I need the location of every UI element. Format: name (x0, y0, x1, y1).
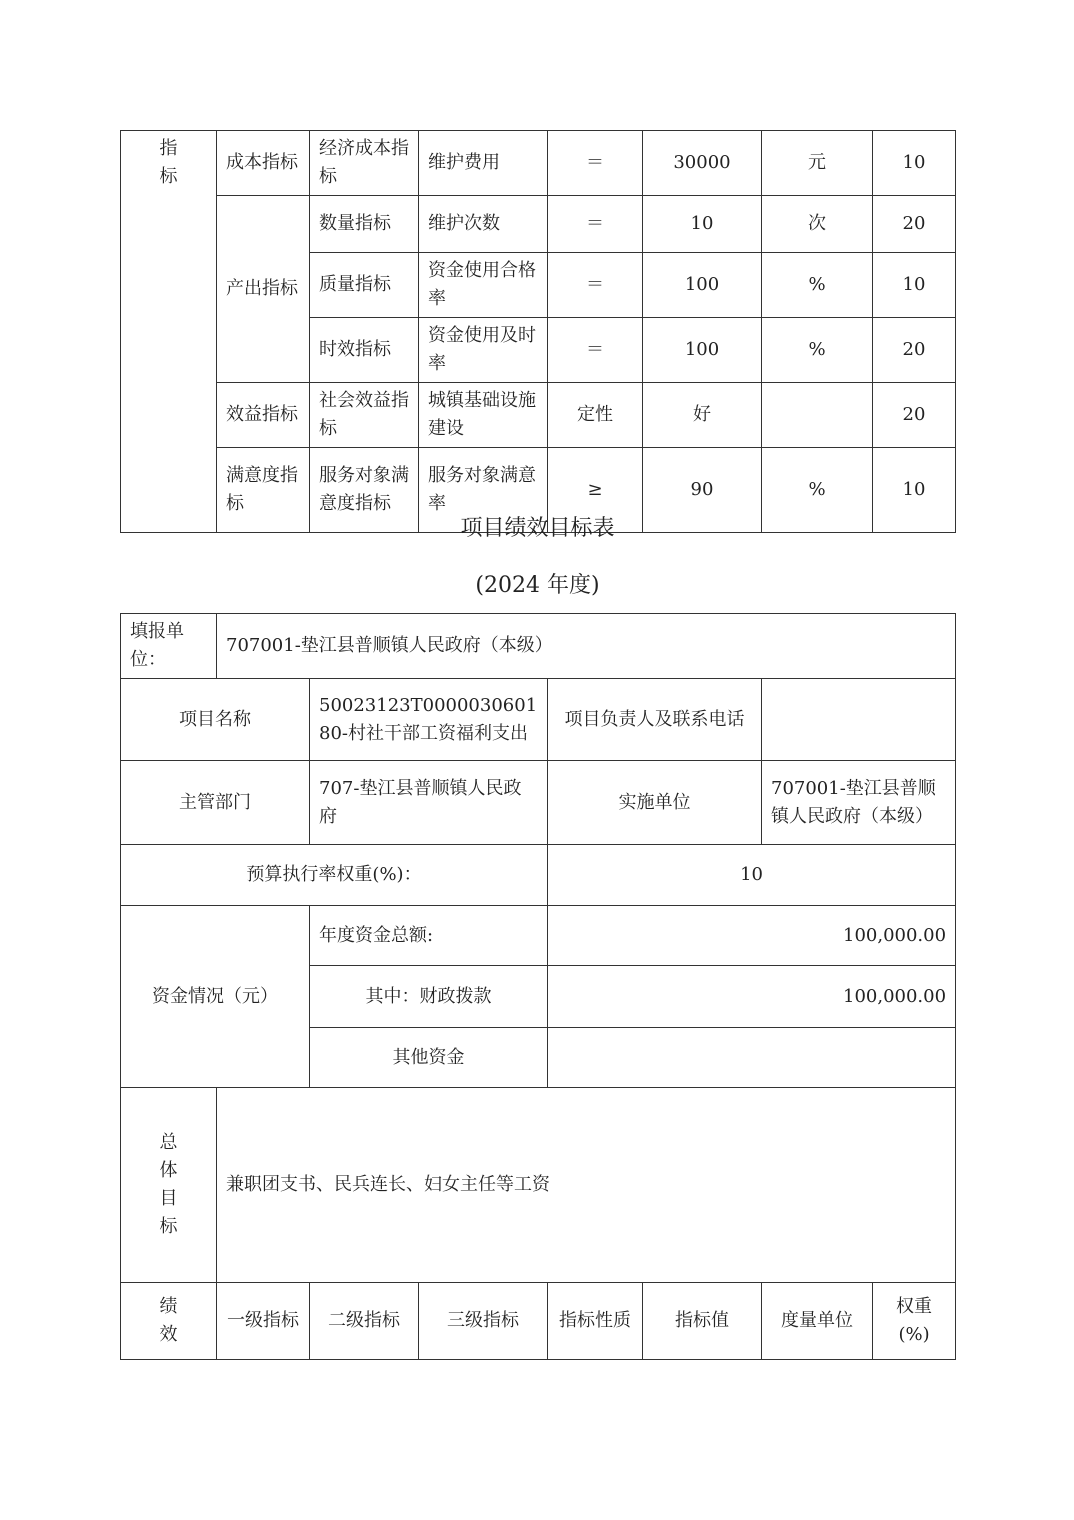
indicator-unit: % (762, 448, 873, 533)
benefit-indicator-group: 效益指标 (217, 383, 310, 448)
indicator-label-cell: 指 标 (121, 131, 217, 533)
performance-label: 绩 效 (121, 1283, 217, 1360)
reporting-unit-label: 填报单位： (121, 614, 217, 679)
indicator-nature: ＝ (548, 253, 643, 318)
indicator-value: 30000 (643, 131, 762, 196)
indicator-weight: 20 (873, 196, 956, 253)
project-name-label: 项目名称 (121, 679, 310, 761)
l3-indicator: 服务对象满意率 (419, 448, 548, 533)
l3-indicator: 城镇基础设施建设 (419, 383, 548, 448)
output-indicator-group: 产出指标 (217, 196, 310, 383)
indicator-nature: ＝ (548, 196, 643, 253)
header-l2-indicator: 二级指标 (310, 1283, 419, 1360)
indicator-unit: % (762, 253, 873, 318)
indicator-nature: ＝ (548, 318, 643, 383)
header-l3-indicator: 三级指标 (419, 1283, 548, 1360)
supervising-dept-value: 707-垫江县普顺镇人民政府 (310, 761, 548, 845)
indicator-unit (762, 383, 873, 448)
page-subtitle: (2024 年度) (475, 573, 600, 598)
l2-indicator: 经济成本指标 (310, 131, 419, 196)
l3-indicator: 资金使用合格率 (419, 253, 548, 318)
reporting-unit-value: 707001-垫江县普顺镇人民政府（本级） (217, 614, 956, 679)
project-contact-label: 项目负责人及联系电话 (548, 679, 762, 761)
budget-weight-label: 预算执行率权重(%)： (121, 845, 548, 906)
l3-indicator: 资金使用及时率 (419, 318, 548, 383)
l2-indicator: 数量指标 (310, 196, 419, 253)
l3-indicator: 维护次数 (419, 196, 548, 253)
other-funds-value (548, 1028, 956, 1088)
cost-indicator-group: 成本指标 (217, 131, 310, 196)
project-name-value: 50023123T000003060180-村社干部工资福利支出 (310, 679, 548, 761)
satisfaction-indicator-group: 满意度指标 (217, 448, 310, 533)
indicator-value: 100 (643, 318, 762, 383)
indicator-weight: 10 (873, 448, 956, 533)
page-title: 项目绩效目标表 (460, 516, 615, 541)
l2-indicator: 质量指标 (310, 253, 419, 318)
indicator-weight: 20 (873, 383, 956, 448)
overall-goal-label: 总 体 目 标 (121, 1088, 217, 1283)
budget-weight-value: 10 (548, 845, 956, 906)
header-indicator-nature: 指标性质 (548, 1283, 643, 1360)
indicator-weight: 20 (873, 318, 956, 383)
header-l1-indicator: 一级指标 (217, 1283, 310, 1360)
header-indicator-value: 指标值 (643, 1283, 762, 1360)
overall-goal-value: 兼职团支书、民兵连长、妇女主任等工资 (217, 1088, 956, 1283)
header-weight: 权重(%) (873, 1283, 956, 1360)
indicator-weight: 10 (873, 131, 956, 196)
l2-indicator: 服务对象满意度指标 (310, 448, 419, 533)
l2-indicator: 时效指标 (310, 318, 419, 383)
header-measure-unit: 度量单位 (762, 1283, 873, 1360)
indicator-nature: ＝ (548, 131, 643, 196)
l3-indicator: 维护费用 (419, 131, 548, 196)
l2-indicator: 社会效益指标 (310, 383, 419, 448)
annual-total-label: 年度资金总额: (310, 906, 548, 966)
indicator-weight: 10 (873, 253, 956, 318)
implementing-unit-value: 707001-垫江县普顺镇人民政府（本级） (762, 761, 956, 845)
fiscal-allocation-value: 100,000.00 (548, 966, 956, 1028)
project-contact-value (762, 679, 956, 761)
indicator-value: 好 (643, 383, 762, 448)
indicator-nature: ≥ (548, 448, 643, 533)
annual-total-value: 100,000.00 (548, 906, 956, 966)
supervising-dept-label: 主管部门 (121, 761, 310, 845)
indicator-nature: 定性 (548, 383, 643, 448)
other-funds-label: 其他资金 (310, 1028, 548, 1088)
funds-label: 资金情况（元） (121, 906, 310, 1088)
indicator-table-continued (120, 130, 956, 533)
indicator-value: 100 (643, 253, 762, 318)
indicator-unit: 次 (762, 196, 873, 253)
indicator-value: 10 (643, 196, 762, 253)
fiscal-allocation-label: 其中：财政拨款 (310, 966, 548, 1028)
indicator-unit: % (762, 318, 873, 383)
indicator-value: 90 (643, 448, 762, 533)
implementing-unit-label: 实施单位 (548, 761, 762, 845)
performance-target-table (120, 613, 956, 1360)
indicator-unit: 元 (762, 131, 873, 196)
